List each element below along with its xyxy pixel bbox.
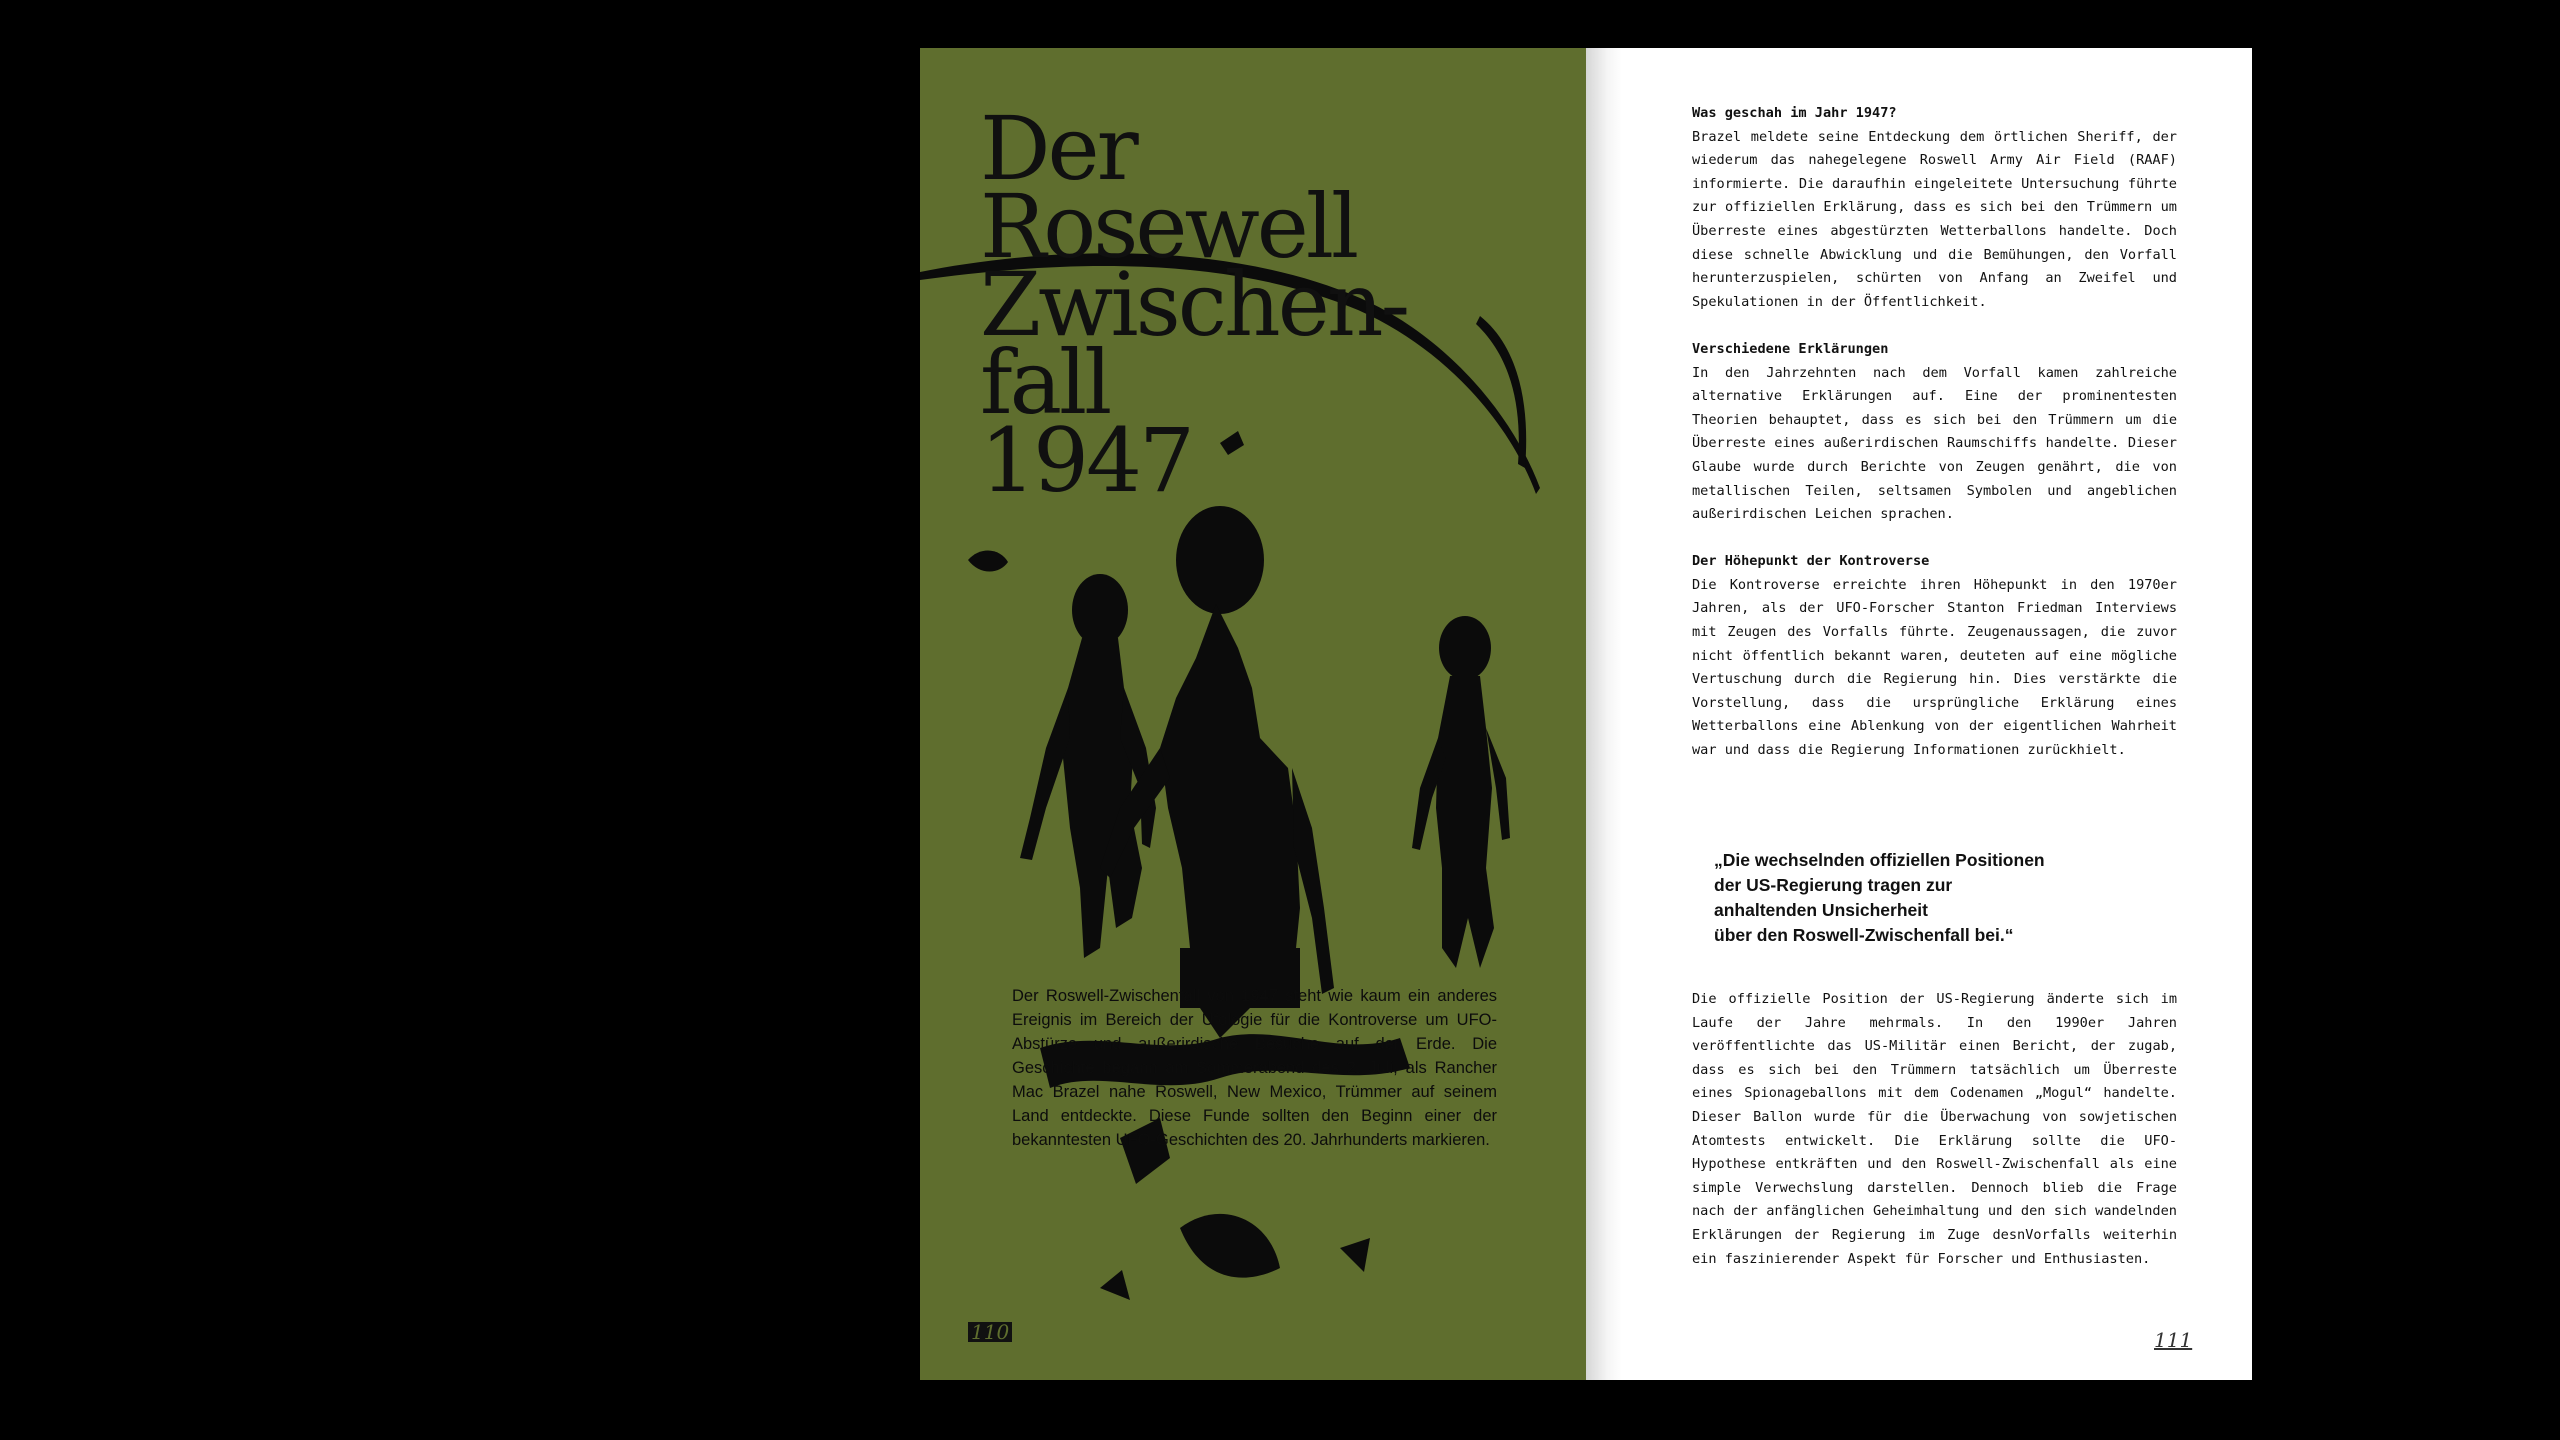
section-heading: Was geschah im Jahr 1947? <box>1692 105 1897 121</box>
title-line: Rosewell <box>980 175 1357 278</box>
title-line: Der <box>980 97 1136 200</box>
title-line: Zwischen- <box>980 253 1408 356</box>
section-body: Die Kontroverse erreichte ihren Höhepunkt in den 1970er Jahren, als der UFO-Forscher Stanton Friedman Interviews mit Zeugen des Vorfalls führte. Zeugenaussagen, die zuvor nicht öffentlich bekannt waren, deuteten auf eine mögliche Vertuschung durch die Regierung hin. Dies verstärkte die Vorstellung, dass die ursprüngliche Erklärung eines Wetterballons eine Ablenkung von der eigentlichen Wahrheit war und dass die Regierung Informationen zurückhielt. <box>1692 576 2177 759</box>
magazine-spread <box>920 48 2252 1380</box>
quote-line: anhaltenden Unsicherheit <box>1714 900 1928 920</box>
section-heading: Der Höhepunkt der Kontroverse <box>1692 553 1930 570</box>
intro-paragraph: Der Roswell-Zwischenfall von 1947 steht wie kaum ein anderes Ereignis im Bereich der Ufologie für die Kontroverse um UFO-Abstürze und außerirdische Besuche auf der Erde. Die Geschichte begann am Sommerabend des 2. Juli, als Rancher Mac Brazel nahe Roswell, New Mexico, Trümmer auf seinem Land entdeckte. Diese Funde sollten den Beginn einer der bekanntesten UFO-Geschichten des 20. Jahrhunderts markieren. <box>1012 987 1497 1149</box>
title-line: fall <box>980 331 1110 434</box>
article-column <box>1692 102 2177 786</box>
quote-line: über den Roswell-Zwischenfall bei.“ <box>1714 925 2014 945</box>
quote-line: „Die wechselnden offiziellen Positionen <box>1714 850 2045 870</box>
left-page <box>920 48 1586 1380</box>
section-body: Brazel meldete seine Entdeckung dem örtlichen Sheriff, der wiederum das nahegelegene Roswell Army Air Field (RAAF) informierte. Die daraufhin eingeleitete Untersuchung führte zur offiziellen Erklärung, dass es sich bei den Trümmern um Überreste eines abgestürzten Wetterballons handelte. Doch diese schnelle Abwicklung und die Bemühungen, den Vorfall herunterzuspielen, schürten von Anfang an Zweifel und Spekulationen in der Öffentlichkeit. <box>1692 128 2177 310</box>
section-heading: Verschiedene Erklärungen <box>1692 340 1889 357</box>
pull-quote <box>1714 848 2134 948</box>
article-column-closing <box>1692 988 2177 1295</box>
page-title <box>980 97 1408 512</box>
title-line: 1947 <box>980 409 1192 512</box>
page-number-right: 111 <box>2154 1328 2193 1352</box>
section-body: In den Jahrzehnten nach dem Vorfall kamen zahlreiche alternative Erklärungen auf. Eine der prominentesten Theorien behauptet, dass es sich bei den Trümmern um die Überreste eines außerirdischen Raumschiffs handelte. Dieser Glaube wurde durch Berichte von Zeugen genährt, die von metallischen Teilen, seltsamen Symbolen und angeblichen außerirdischen Leichen sprachen. <box>1692 364 2177 523</box>
closing-paragraph: Die offizielle Position der US-Regierung änderte sich im Laufe der Jahre mehrmals. In den 1990er Jahren veröffentlichte das US-Militär einen Bericht, der zugab, dass es sich bei den Trümmern tatsächlich um Überreste eines Spionageballons mit dem Codenamen „Mogul“ handelte. Dieser Ballon wurde für die Überwachung von sowjetischen Atomtests entwickelt. Die Erklärung sollte die UFO-Hypothese entkräften und den Roswell-Zwischenfall als eine simple Verwechslung darstellen. Dennoch blieb die Frage nach der anfänglichen Geheimhaltung und den sich wandelnden Erklärungen der Regierung im Zuge desnVorfalls weiterhin ein faszinierender Aspekt für Forscher und Enthusiasten. <box>1692 991 2177 1267</box>
page-number-left: 110 <box>968 1322 1012 1342</box>
quote-line: der US-Regierung tragen zur <box>1714 875 1953 895</box>
right-page <box>1586 48 2252 1380</box>
gutter-shadow <box>1586 48 1622 1380</box>
